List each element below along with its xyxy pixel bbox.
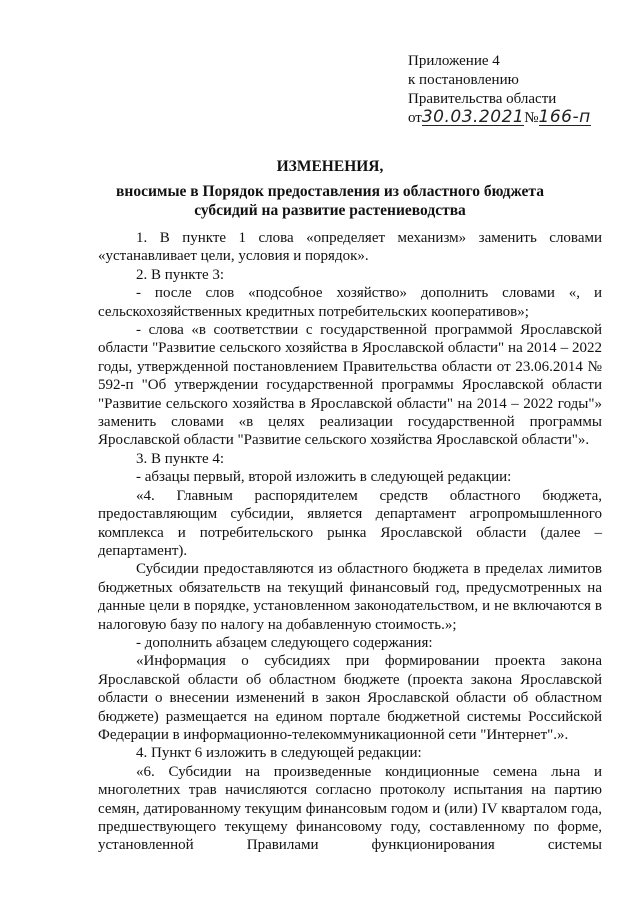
title-subtitle: вносимые в Порядок предоставления из областного бюджета субсидий на развитие растениеводства xyxy=(116,183,544,219)
paragraph-2: 2. В пункте 3: xyxy=(136,266,225,283)
paragraph-5: 3. В пункте 4: xyxy=(136,450,225,467)
paragraph-10: «Информация о субсидиях при формировании проекта закона Ярославской области об областном бюджете (проекта закона Ярославской области о внесении изменений в закон Ярославской области об областном бюджете) размещается на едином портале бюджетной системы Российской Федерации в информационно-телекоммуникационной сети "Интернет".». xyxy=(98,653,602,743)
document-title xyxy=(100,157,560,220)
appendix-date-line xyxy=(408,109,591,128)
appendix-line-1: Приложение 4 xyxy=(408,53,500,69)
document-body xyxy=(98,229,602,855)
appendix-line-3: Правительства области xyxy=(408,91,557,107)
paragraph-7: «4. Главным распорядителем средств областного бюджета, предоставляющим субсидии, является департамент агропромышленного комплекса и потребительского рынка Ярославской области (далее – департамент). xyxy=(98,487,602,559)
handwritten-date: 30.03.2021 xyxy=(421,107,525,127)
appendix-block xyxy=(408,52,591,128)
paragraph-8: Субсидии предоставляются из областного бюджета в пределах лимитов бюджетных обязательств на текущий финансовый год, предусмотренных на данные цели в порядке, установленном законодательством, и не включаются в налоговую базу по налогу на добавленную стоимость.»; xyxy=(98,561,602,633)
paragraph-6: - абзацы первый, второй изложить в следующей редакции: xyxy=(136,469,512,486)
paragraph-12: «6. Субсидии на произведенные кондиционные семена льна и многолетних трав начисляются согласно протоколу испытания на партию семян, датированному текущим финансовым годом и (или) IV кварталом года, предшествующего текущему финансовому году, составленному по форме, установленной Правилами функционирования системы xyxy=(98,763,602,854)
appendix-line-2: к постановлению xyxy=(408,72,519,88)
paragraph-9: - дополнить абзацем следующего содержания: xyxy=(136,634,433,651)
handwritten-number: 166-п xyxy=(538,107,591,127)
paragraph-3: - после слов «подсобное хозяйство» дополнить словами «, и сельскохозяйственных кредитных потребительских кооперативов»; xyxy=(98,285,602,320)
paragraph-11: 4. Пункт 6 изложить в следующей редакции: xyxy=(136,745,422,762)
title-heading: ИЗМЕНЕНИЯ, xyxy=(276,158,384,175)
paragraph-1: 1. В пункте 1 слова «определяет механизм» заменить словами «устанавливает цели, условия и порядок». xyxy=(98,230,602,265)
paragraph-4: - слова «в соответствии с государственной программой Ярославской области "Развитие сельского хозяйства в Ярославской области" на 2014 – 2022 годы, утвержденной постановлением Правительства области от 23.06.2014 № 592-п "Об утверждении государственной программы Ярославской области "Развитие сельского хозяйства в Ярославской области" на 2014 – 2022 годы"» заменить словами «в целях реализации государственной программы Ярославской области "Развитие сельского хозяйства Ярославской области"». xyxy=(98,322,602,449)
number-prefix: № xyxy=(524,110,539,126)
date-prefix: от xyxy=(408,110,422,126)
